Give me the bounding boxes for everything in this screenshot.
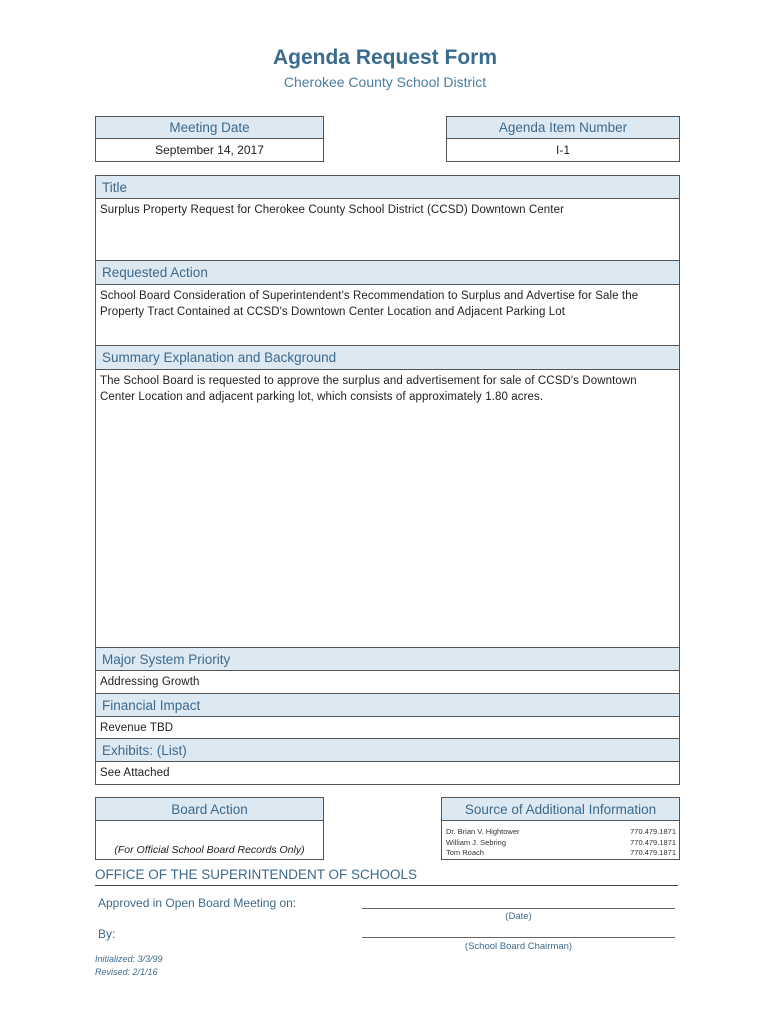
agenda-item-label: Agenda Item Number [447,117,679,139]
office-divider [95,885,678,886]
contact-name: Tom Roach [446,848,484,857]
title-section-header: Title [96,176,679,199]
chairman-caption: (School Board Chairman) [464,941,573,952]
summary-header: Summary Explanation and Background [96,346,679,370]
financial-header: Financial Impact [96,694,679,717]
financial-section [95,693,680,739]
approved-label: Approved in Open Board Meeting on: [98,896,297,910]
contact-name: Dr. Brian V. Hightower [446,827,520,836]
agenda-item-box [446,116,680,162]
requested-action-body: School Board Consideration of Superintendent's Recommendation to Surplus and Advertise for Sale the Property Tract Contained at CCSD's Downtown Center Location and Adjacent Parking Lot [100,290,639,318]
requested-action-section [95,260,680,346]
board-action-note: (For Official School Board Records Only) [114,844,305,856]
title-section [95,175,680,261]
date-signature-line[interactable] [362,908,675,909]
chairman-signature-line[interactable] [362,937,675,938]
contact-row [446,838,676,847]
agenda-item-value: I-1 [555,143,570,157]
form-title: Agenda Request Form [272,46,498,69]
contact-row [446,848,676,857]
contact-row [446,827,676,836]
meeting-date-box [95,116,324,162]
date-caption: (Date) [505,911,532,922]
exhibits-body: See Attached [100,767,170,779]
by-label: By: [98,927,116,941]
board-action-box [95,797,324,860]
contact-phone: 770.479.1871 [630,827,676,836]
contact-name: William J. Sebring [446,838,507,847]
summary-body: The School Board is requested to approve the surplus and advertisement for sale of CCSD's Downtown Center Location and adjacent parking lot, which consists of approximately 1.80 acres. [100,375,637,403]
district-subtitle: Cherokee County School District [283,74,487,90]
contact-phone: 770.479.1871 [630,838,676,847]
source-label: Source of Additional Information [442,798,679,821]
meeting-date-label: Meeting Date [96,117,323,139]
exhibits-section [95,738,680,785]
title-section-body: Surplus Property Request for Cherokee County School District (CCSD) Downtown Center [100,204,565,216]
initialized-note: Initialized: 3/3/99 [95,954,163,964]
priority-section [95,647,680,694]
requested-action-header: Requested Action [96,261,679,285]
revised-note: Revised: 2/1/16 [95,967,158,977]
priority-body: Addressing Growth [100,676,200,688]
meeting-date-value: September 14, 2017 [155,143,264,157]
priority-header: Major System Priority [96,648,679,671]
office-heading: OFFICE OF THE SUPERINTENDENT OF SCHOOLS [95,867,418,882]
exhibits-header: Exhibits: (List) [96,739,679,762]
financial-body: Revenue TBD [100,722,174,734]
board-action-label: Board Action [96,798,323,821]
contact-phone: 770.479.1871 [630,848,676,857]
summary-section [95,345,680,648]
